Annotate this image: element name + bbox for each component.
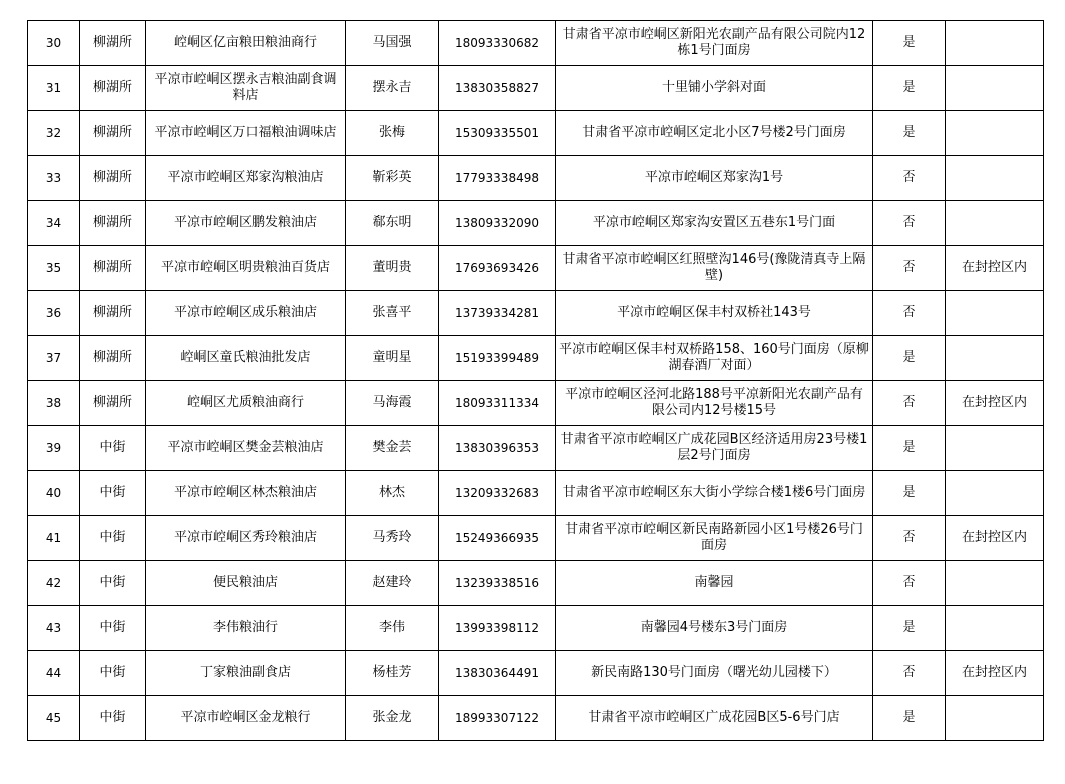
row-address: 甘肃省平凉市崆峒区新阳光农副产品有限公司院内12栋1号门面房 [556,21,873,66]
row-contact-person: 张梅 [346,111,439,156]
row-contact-person: 林杰 [346,471,439,516]
row-phone: 17693693426 [439,246,556,291]
row-note [946,561,1044,606]
row-store-name: 平凉市崆峒区鹏发粮油店 [146,201,346,246]
table-row [28,606,1044,651]
row-area: 中街 [80,561,146,606]
row-number: 33 [28,156,80,201]
row-address: 甘肃省平凉市崆峒区红照壁沟146号(豫陇清真寺上隔壁) [556,246,873,291]
row-area: 中街 [80,516,146,561]
table-row [28,651,1044,696]
row-store-name: 平凉市崆峒区成乐粮油店 [146,291,346,336]
row-address: 南馨园4号楼东3号门面房 [556,606,873,651]
row-area: 中街 [80,471,146,516]
row-address: 南馨园 [556,561,873,606]
row-flag: 否 [873,381,946,426]
row-store-name: 平凉市崆峒区金龙粮行 [146,696,346,741]
row-flag: 是 [873,426,946,471]
row-area: 柳湖所 [80,246,146,291]
row-store-name: 崆峒区亿亩粮田粮油商行 [146,21,346,66]
row-store-name: 平凉市崆峒区樊金芸粮油店 [146,426,346,471]
table-row [28,21,1044,66]
row-flag: 是 [873,21,946,66]
row-number: 43 [28,606,80,651]
row-store-name: 平凉市崆峒区明贵粮油百货店 [146,246,346,291]
row-number: 40 [28,471,80,516]
table-row [28,291,1044,336]
row-flag: 否 [873,201,946,246]
table-row [28,561,1044,606]
row-address: 甘肃省平凉市崆峒区定北小区7号楼2号门面房 [556,111,873,156]
row-note: 在封控区内 [946,516,1044,561]
row-address: 甘肃省平凉市崆峒区广成花园B区经济适用房23号楼1层2号门面房 [556,426,873,471]
row-phone: 13993398112 [439,606,556,651]
store-table-body [28,21,1044,741]
row-contact-person: 樊金芸 [346,426,439,471]
table-row [28,336,1044,381]
row-area: 中街 [80,606,146,651]
row-note: 在封控区内 [946,651,1044,696]
row-address: 甘肃省平凉市崆峒区东大街小学综合楼1楼6号门面房 [556,471,873,516]
row-note: 在封控区内 [946,381,1044,426]
row-flag: 是 [873,696,946,741]
row-phone: 15309335501 [439,111,556,156]
row-phone: 18093330682 [439,21,556,66]
row-number: 44 [28,651,80,696]
row-flag: 是 [873,471,946,516]
row-address: 甘肃省平凉市崆峒区广成花园B区5-6号门店 [556,696,873,741]
row-phone: 18093311334 [439,381,556,426]
row-number: 35 [28,246,80,291]
row-area: 柳湖所 [80,201,146,246]
row-note [946,201,1044,246]
row-note [946,606,1044,651]
row-phone: 13239338516 [439,561,556,606]
row-area: 柳湖所 [80,156,146,201]
row-store-name: 便民粮油店 [146,561,346,606]
row-flag: 否 [873,291,946,336]
table-row [28,246,1044,291]
row-note [946,66,1044,111]
row-note [946,696,1044,741]
row-flag: 否 [873,156,946,201]
row-store-name: 崆峒区尤质粮油商行 [146,381,346,426]
row-store-name: 平凉市崆峒区林杰粮油店 [146,471,346,516]
row-contact-person: 董明贵 [346,246,439,291]
table-row [28,201,1044,246]
row-note [946,156,1044,201]
row-phone: 15193399489 [439,336,556,381]
row-store-name: 崆峒区童氏粮油批发店 [146,336,346,381]
row-contact-person: 摆永吉 [346,66,439,111]
row-flag: 否 [873,246,946,291]
row-phone: 13830358827 [439,66,556,111]
store-table [27,20,1044,741]
row-address: 新民南路130号门面房（曙光幼儿园楼下） [556,651,873,696]
row-phone: 13739334281 [439,291,556,336]
row-store-name: 平凉市崆峒区摆永吉粮油副食调料店 [146,66,346,111]
row-note [946,111,1044,156]
row-number: 42 [28,561,80,606]
row-note [946,426,1044,471]
row-area: 柳湖所 [80,111,146,156]
table-row [28,111,1044,156]
row-area: 中街 [80,651,146,696]
row-note [946,291,1044,336]
row-contact-person: 靳彩英 [346,156,439,201]
row-address: 平凉市崆峒区泾河北路188号平凉新阳光农副产品有限公司内12号楼15号 [556,381,873,426]
row-phone: 13209332683 [439,471,556,516]
row-contact-person: 郗东明 [346,201,439,246]
row-address: 甘肃省平凉市崆峒区新民南路新园小区1号楼26号门面房 [556,516,873,561]
row-phone: 13830364491 [439,651,556,696]
row-contact-person: 马海霞 [346,381,439,426]
row-note [946,21,1044,66]
table-row [28,381,1044,426]
row-address: 平凉市崆峒区郑家沟安置区五巷东1号门面 [556,201,873,246]
row-flag: 是 [873,606,946,651]
row-area: 柳湖所 [80,336,146,381]
table-row [28,156,1044,201]
row-store-name: 平凉市崆峒区郑家沟粮油店 [146,156,346,201]
row-number: 31 [28,66,80,111]
row-contact-person: 张金龙 [346,696,439,741]
row-note: 在封控区内 [946,246,1044,291]
row-area: 柳湖所 [80,21,146,66]
row-number: 32 [28,111,80,156]
row-contact-person: 杨桂芳 [346,651,439,696]
row-address: 十里铺小学斜对面 [556,66,873,111]
table-row [28,471,1044,516]
row-store-name: 平凉市崆峒区万口福粮油调味店 [146,111,346,156]
row-flag: 否 [873,651,946,696]
row-contact-person: 张喜平 [346,291,439,336]
row-flag: 是 [873,111,946,156]
row-address: 平凉市崆峒区郑家沟1号 [556,156,873,201]
row-phone: 13830396353 [439,426,556,471]
row-number: 39 [28,426,80,471]
row-note [946,471,1044,516]
row-store-name: 平凉市崆峒区秀玲粮油店 [146,516,346,561]
row-contact-person: 马国强 [346,21,439,66]
row-number: 30 [28,21,80,66]
row-number: 41 [28,516,80,561]
row-phone: 15249366935 [439,516,556,561]
row-area: 柳湖所 [80,291,146,336]
row-flag: 否 [873,516,946,561]
row-store-name: 李伟粮油行 [146,606,346,651]
row-area: 柳湖所 [80,381,146,426]
row-flag: 是 [873,66,946,111]
row-number: 36 [28,291,80,336]
row-number: 45 [28,696,80,741]
row-contact-person: 李伟 [346,606,439,651]
row-number: 38 [28,381,80,426]
row-contact-person: 赵建玲 [346,561,439,606]
row-phone: 13809332090 [439,201,556,246]
row-address: 平凉市崆峒区保丰村双桥社143号 [556,291,873,336]
row-contact-person: 马秀玲 [346,516,439,561]
table-row [28,516,1044,561]
row-number: 37 [28,336,80,381]
row-phone: 18993307122 [439,696,556,741]
table-row [28,696,1044,741]
row-area: 中街 [80,426,146,471]
row-address: 平凉市崆峒区保丰村双桥路158、160号门面房（原柳湖春酒厂对面） [556,336,873,381]
table-row [28,426,1044,471]
row-flag: 否 [873,561,946,606]
row-phone: 17793338498 [439,156,556,201]
table-row [28,66,1044,111]
row-area: 中街 [80,696,146,741]
row-number: 34 [28,201,80,246]
row-area: 柳湖所 [80,66,146,111]
row-contact-person: 童明星 [346,336,439,381]
row-flag: 是 [873,336,946,381]
row-store-name: 丁家粮油副食店 [146,651,346,696]
row-note [946,336,1044,381]
